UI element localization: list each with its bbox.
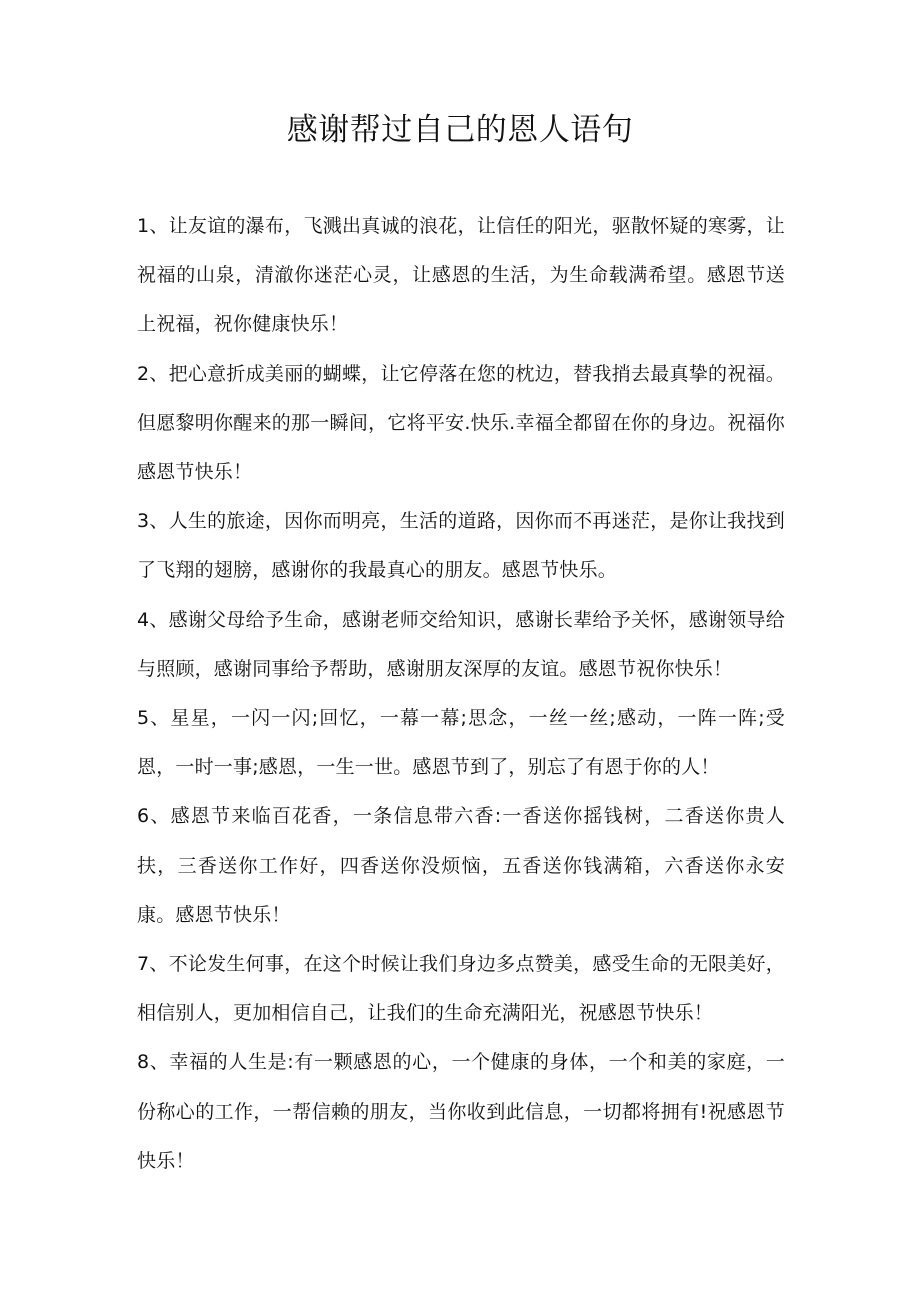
- paragraph-8: 8、幸福的人生是:有一颗感恩的心，一个健康的身体，一个和美的家庭，一份称心的工作，一帮信赖的朋友，当你收到此信息，一切都将拥有!祝感恩节快乐！: [137, 1051, 785, 1172]
- paragraph-5: 5、星星，一闪一闪;回忆，一幕一幕;思念，一丝一丝;感动，一阵一阵;受恩，一时一事;感恩，一生一世。感恩节到了，别忘了有恩于你的人！: [137, 707, 785, 779]
- document-title: 感谢帮过自己的恩人语句: [286, 112, 634, 148]
- document-body: [137, 202, 785, 1186]
- paragraph-6: 6、感恩节来临百花香，一条信息带六香:一香送你摇钱树，二香送你贵人扶，三香送你工作好，四香送你没烦恼，五香送你钱满箱，六香送你永安康。感恩节快乐！: [137, 805, 785, 926]
- paragraph-1: 1、让友谊的瀑布，飞溅出真诚的浪花，让信任的阳光，驱散怀疑的寒雾，让祝福的山泉，清澈你迷茫心灵，让感恩的生活，为生命载满希望。感恩节送上祝福，祝你健康快乐！: [137, 215, 785, 336]
- paragraph-7: 7、不论发生何事，在这个时候让我们身边多点赞美，感受生命的无限美好，相信别人，更加相信自己，让我们的生命充满阳光，祝感恩节快乐！: [137, 953, 785, 1025]
- paragraph-4: 4、感谢父母给予生命，感谢老师交给知识，感谢长辈给予关怀，感谢领导给与照顾，感谢同事给予帮助，感谢朋友深厚的友谊。感恩节祝你快乐！: [137, 608, 785, 680]
- paragraph-3: 3、人生的旅途，因你而明亮，生活的道路，因你而不再迷茫，是你让我找到了飞翔的翅膀，感谢你的我最真心的朋友。感恩节快乐。: [137, 510, 785, 582]
- paragraph-2: 2、把心意折成美丽的蝴蝶，让它停落在您的枕边，替我捎去最真挚的祝福。但愿黎明你醒来的那一瞬间，它将平安.快乐.幸福全都留在你的身边。祝福你感恩节快乐！: [137, 362, 785, 484]
